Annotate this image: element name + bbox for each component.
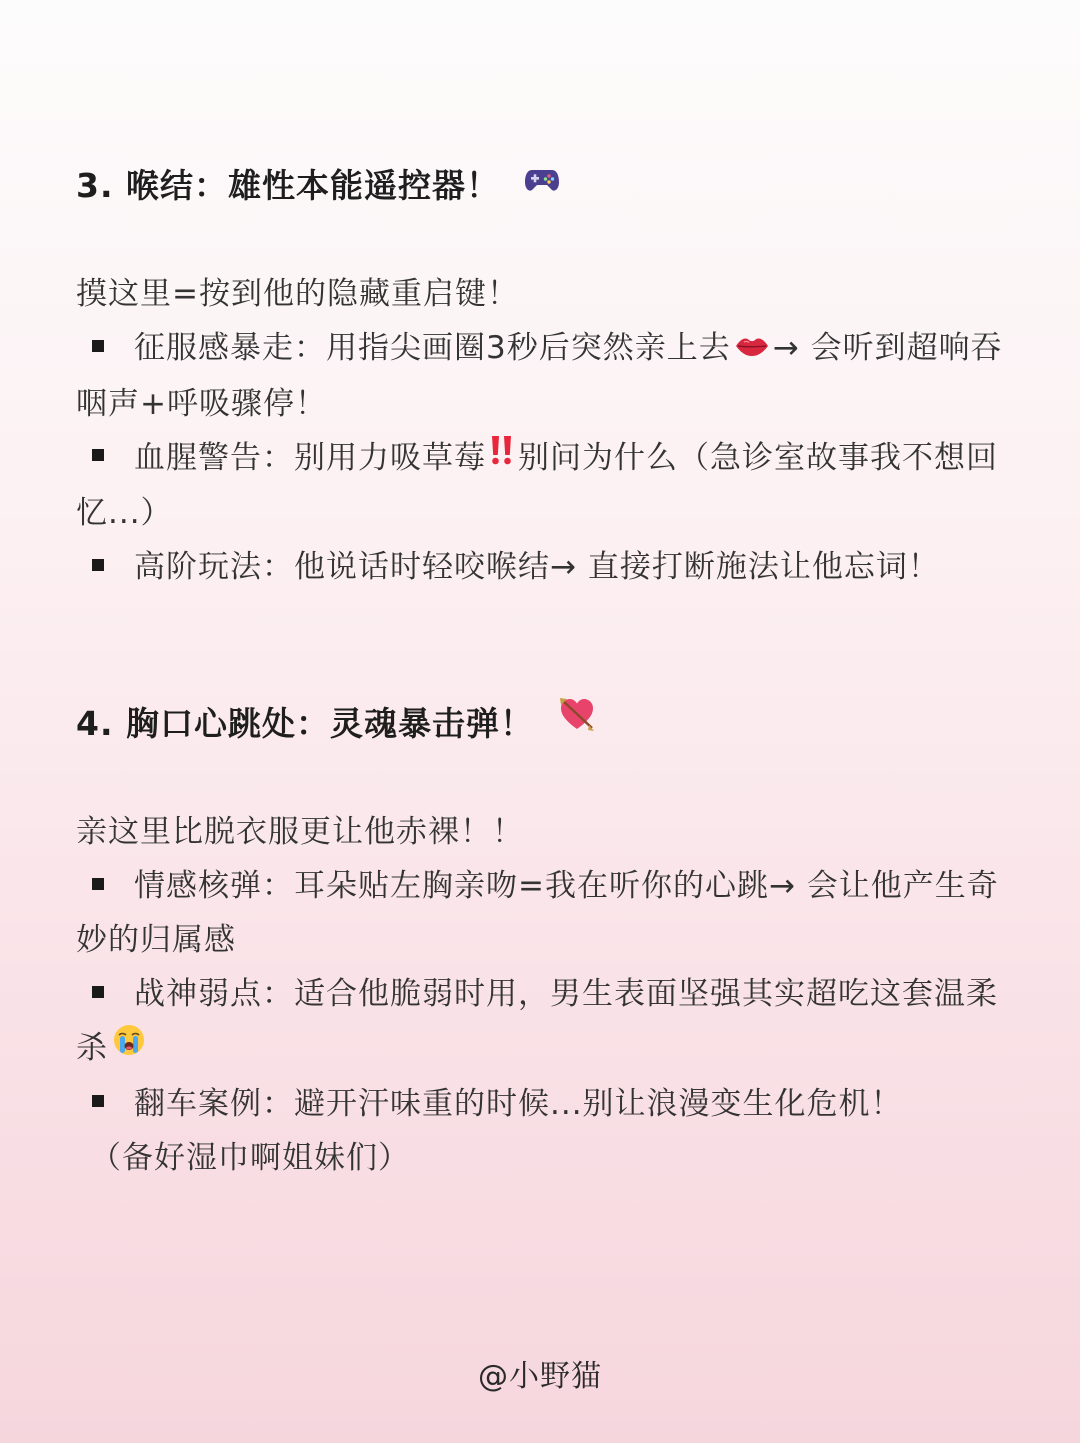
author-handle: @小野猫 — [478, 1359, 602, 1394]
item-label: 战神弱点： — [134, 976, 294, 1012]
double-exclamation-icon — [490, 429, 514, 483]
bullet-icon — [92, 878, 104, 890]
list-item — [76, 321, 1006, 431]
crying-face-icon — [112, 1020, 146, 1074]
section-heading-text: 3. 喉结：雄性本能遥控器！ — [76, 166, 500, 205]
item-text-continued: 别问为什么（急诊室故事我不想回忆...） — [76, 439, 998, 531]
tips-list — [76, 321, 1006, 594]
item-text: 他说话时轻咬喉结→ 直接打断施法让他忘词！ — [294, 549, 940, 585]
item-label: 血腥警告： — [134, 439, 294, 476]
item-label: 征服感暴走： — [134, 330, 326, 366]
bullet-icon — [92, 1095, 104, 1107]
item-text: 适合他脆弱时用，男生表面坚强其实超吃这套温柔杀 — [76, 976, 998, 1066]
bullet-icon — [92, 559, 104, 571]
section-intro: 摸这里=按到他的隐藏重启键！ — [76, 276, 519, 312]
list-item — [76, 967, 1006, 1077]
tips-list — [76, 859, 1006, 1185]
bullet-icon — [92, 449, 104, 461]
list-item — [76, 431, 1006, 541]
section-adams-apple — [76, 160, 1006, 594]
item-label: 高阶玩法： — [134, 549, 294, 585]
lips-icon — [735, 320, 769, 374]
heart-with-arrow-icon — [558, 695, 596, 747]
item-label: 情感核弹： — [134, 868, 294, 904]
item-text: 耳朵贴左胸亲吻=我在听你的心跳→ 会让他产生奇妙的归属感 — [76, 868, 999, 958]
game-controller-icon — [524, 157, 560, 209]
item-label: 翻车案例： — [134, 1085, 294, 1122]
section-heading — [76, 698, 1006, 750]
section-heading — [76, 160, 1006, 212]
item-text-continued: → 会听到超响吞咽声+呼吸骤停！ — [76, 330, 1003, 422]
section-heading-text: 4. 胸口心跳处：灵魂暴击弹！ — [76, 704, 534, 743]
item-text: 别用力吸草莓 — [294, 439, 486, 476]
bullet-icon — [92, 340, 104, 352]
bullet-icon — [92, 986, 104, 998]
item-text: 避开汗味重的时候...别让浪漫变生化危机！ — [294, 1085, 903, 1122]
list-item — [76, 540, 1006, 594]
section-intro: 亲这里比脱衣服更让他赤裸！！ — [76, 814, 524, 850]
list-item — [76, 859, 1006, 967]
trailing-note: （备好湿巾啊姐妹们） — [90, 1139, 410, 1176]
item-text: 用指尖画圈3秒后突然亲上去 — [326, 330, 731, 366]
list-item — [76, 1077, 1006, 1131]
section-heartbeat — [76, 698, 1006, 1185]
